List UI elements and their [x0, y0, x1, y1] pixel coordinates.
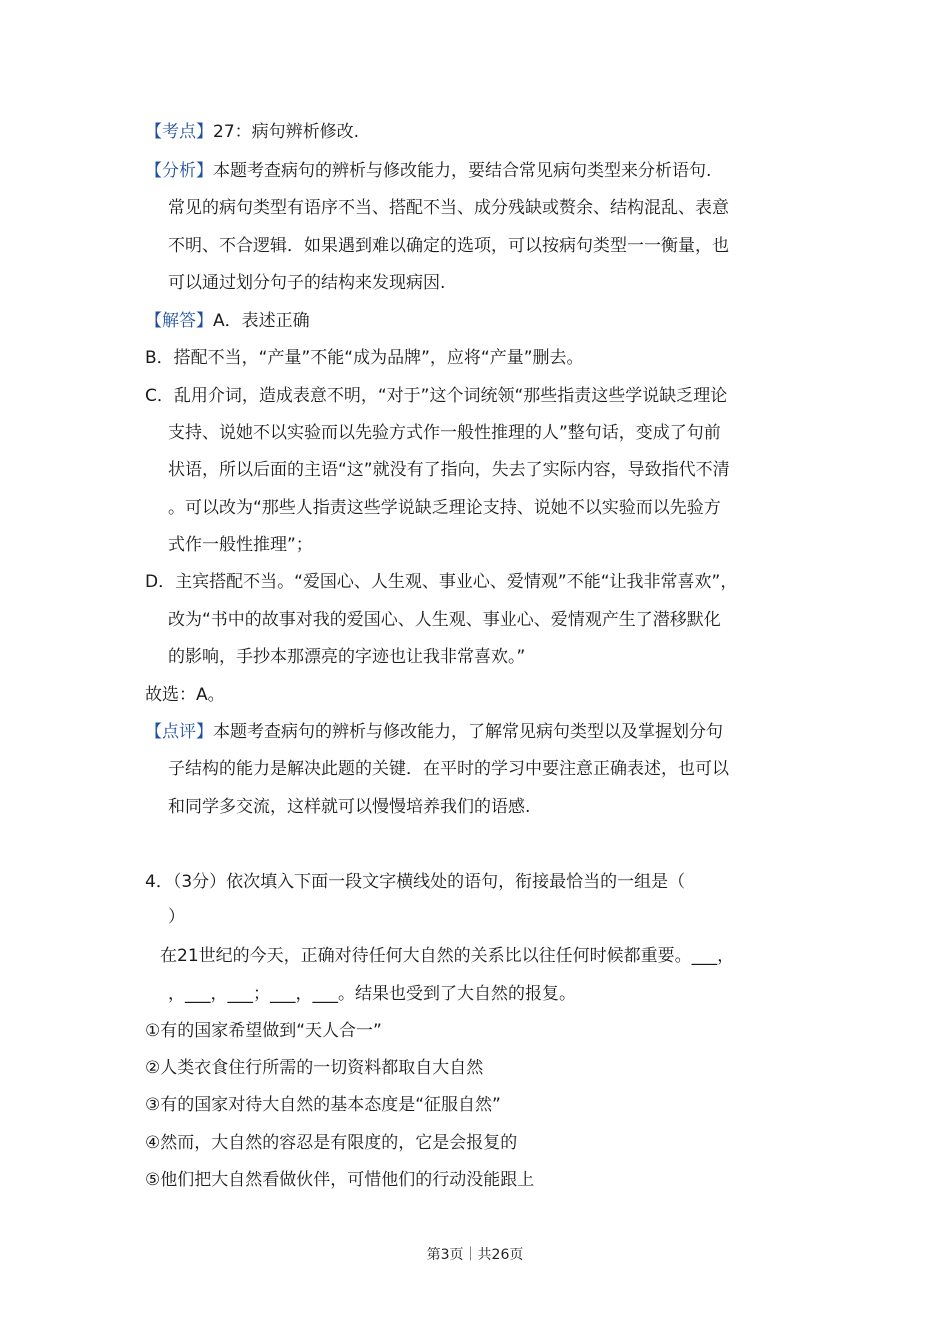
fenxi-line-2: 常见的病句类型有语序不当、搭配不当、成分残缺或赘余、结构混乱、表意: [168, 198, 729, 218]
answer-line-c3: 状语，所以后面的主语“这”就没有了指向，失去了实际内容，导致指代不清: [168, 460, 730, 480]
dianping-text: 本题考查病句的辨析与修改能力，了解常见病句类型以及掌握划分句: [213, 722, 723, 742]
jieda-tag: 【解答】: [145, 311, 213, 331]
fenxi-tag: 【分析】: [145, 161, 213, 181]
question4-stem-end: ）: [168, 907, 185, 927]
answer-line-c1: C．乱用介词，造成表意不明，“对于”这个词统领“那些指责这些学说缺乏理论: [145, 386, 728, 406]
fenxi-line-1: [145, 160, 711, 182]
answer-line-d3: 的影响，手抄本那漂亮的字迹也让我非常喜欢。”: [168, 647, 526, 667]
answer-line-c2: 支持、说她不以实验而以先验方式作一般性推理的人”整句话，变成了句前: [168, 423, 721, 443]
answer-choice: 故选：A。: [145, 685, 225, 705]
fenxi-line-3: 不明、不合逻辑．如果遇到难以确定的选项，可以按病句类型一一衡量，也: [168, 236, 729, 256]
answer-line-d1: D．主宾搭配不当。“爱国心、人生观、事业心、爱情观”不能“让我非常喜欢”，: [145, 572, 738, 592]
kaodian-text: 27：病句辨析修改.: [213, 122, 360, 142]
jieda-text: A．表述正确: [213, 311, 310, 331]
fenxi-text: 本题考查病句的辨析与修改能力，要结合常见病句类型来分析语句.: [213, 161, 712, 181]
fenxi-line-4: 可以通过划分句子的结构来发现病因.: [168, 273, 446, 293]
dianping-line-3: 和同学多交流，这样就可以慢慢培养我们的语感.: [168, 797, 531, 817]
option-3: ③有的国家对待大自然的基本态度是“征服自然”: [145, 1095, 501, 1115]
option-4: ④然而，大自然的容忍是有限度的，它是会报复的: [145, 1133, 518, 1153]
jieda-line: [145, 310, 310, 332]
option-1: ①有的国家希望做到“天人合一”: [145, 1021, 382, 1041]
option-2: ②人类衣食住行所需的一切资料都取自大自然: [145, 1058, 484, 1078]
answer-line-c5: 式作一般性推理”；: [168, 535, 313, 555]
kaodian-tag: 【考点】: [145, 122, 213, 142]
dianping-line-2: 子结构的能力是解决此题的关键．在平时的学习中要注意正确表述，也可以: [168, 759, 729, 779]
answer-line-b: B．搭配不当，“产量”不能“成为品牌”，应将“产量”删去。: [145, 348, 584, 368]
page-number-footer: 第3页｜共26页: [426, 1247, 524, 1263]
answer-line-d2: 改为“书中的故事对我的爱国心、人生观、事业心、爱情观产生了潜移默化: [168, 610, 721, 630]
question4-passage-line-2: ，___，___；___，___。结果也受到了大自然的报复。: [168, 984, 576, 1004]
question4-stem: 4．（3分）依次填入下面一段文字横线处的语句，衔接最恰当的一组是（: [145, 872, 686, 892]
option-5: ⑤他们把大自然看做伙伴，可惜他们的行动没能跟上: [145, 1170, 535, 1190]
answer-line-c4: 。可以改为“那些人指责这些学说缺乏理论支持、说她不以实验而以先验方: [168, 498, 721, 518]
dianping-line-1: [145, 721, 723, 743]
question4-passage-line-1: 在21世纪的今天，正确对待任何大自然的关系比以往任何时候都重要。___，: [160, 946, 735, 966]
kaodian-line: [145, 121, 359, 143]
dianping-tag: 【点评】: [145, 722, 213, 742]
